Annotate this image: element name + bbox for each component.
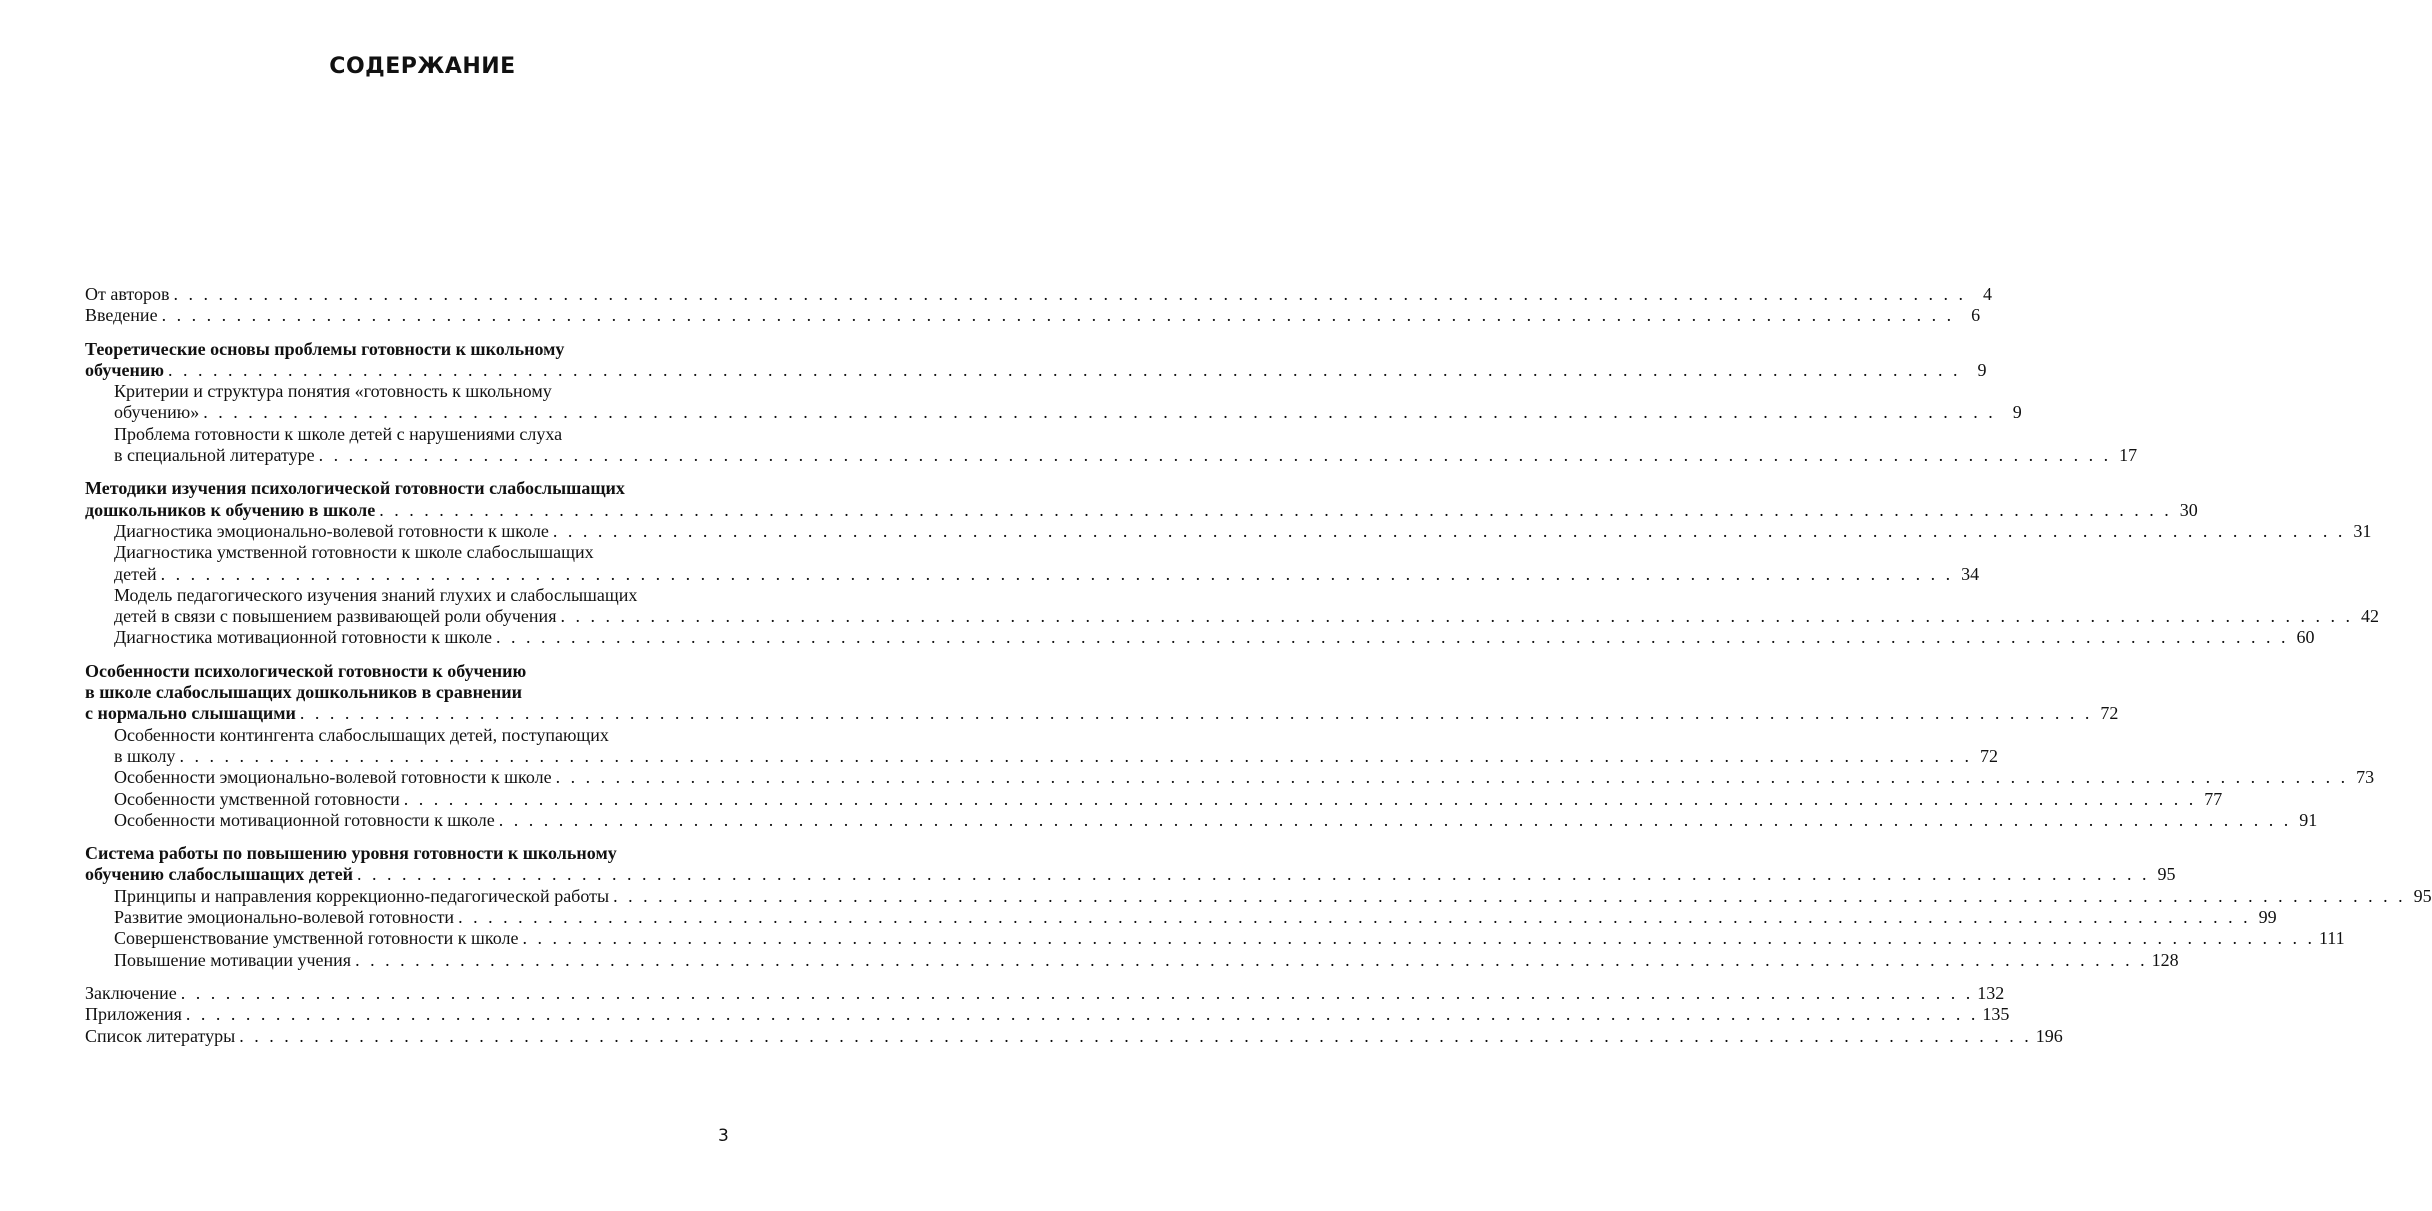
section-entry xyxy=(114,907,2277,928)
chapter-heading-text: дошкольников к обучению в школе xyxy=(85,499,376,520)
section-entry xyxy=(114,520,2372,542)
chapter-heading-page: 30 xyxy=(2179,499,2198,520)
section-entry-row xyxy=(114,606,2379,627)
dot-leader: . . . . . . . . . . . . . . . . . . . . . . . . . . . . . . . . . . . . . . . . . . . . . . . . . . . . . . . . . . . . . . . . . . . . . . . . . . . . . . . . . . . . . . . . . . . . . . . . . . . . . . . . . . . . . . . . . . . . . . . . xyxy=(180,982,1974,1003)
dot-leader: . . . . . . . . . . . . . . . . . . . . . . . . . . . . . . . . . . . . . . . . . . . . . . . . . . . . . . . . . . . . . . . . . . . . . . . . . . . . . . . . . . . . . . . . . . . . . . . . . . . . . . . . . . . . . . . . . . . . . . . . xyxy=(355,949,2148,970)
toc-end-group xyxy=(85,982,2063,1047)
section-entry xyxy=(114,627,2315,648)
chapter-heading-row xyxy=(85,499,2198,521)
section-entry xyxy=(114,584,2379,628)
dot-leader: . . . . . . . . . . . . . . . . . . . . . . . . . . . . . . . . . . . . . . . . . . . . . . . . . . . . . . . . . . . . . . . . . . . . . . . . . . . . . . . . . . . . . . . . . . . . . . . . . . . . . . . . . . . . . . . . . . . . . . . . xyxy=(160,563,1954,584)
section-entry-row xyxy=(114,402,2022,423)
section-entry-page: 111 xyxy=(2318,928,2345,949)
section-entry-line: Диагностика умственной готовности к школе слабослышащих xyxy=(114,542,594,563)
toc-chapter xyxy=(85,843,2432,971)
chapter-heading-row xyxy=(85,703,2119,724)
dot-leader: . . . . . . . . . . . . . . . . . . . . . . . . . . . . . . . . . . . . . . . . . . . . . . . . . . . . . . . . . . . . . . . . . . . . . . . . . . . . . . . . . . . . . . . . . . . . . . . . . . . . . . . . . . . . . . . . . . . . . . . . xyxy=(522,928,2315,949)
toc-entry xyxy=(85,1025,2063,1047)
chapter-heading xyxy=(85,843,2176,886)
toc-entry xyxy=(85,284,1993,305)
section-entry-text: Особенности умственной готовности xyxy=(114,788,400,809)
dot-leader: . . . . . . . . . . . . . . . . . . . . . . . . . . . . . . . . . . . . . . . . . . . . . . . . . . . . . . . . . . . . . . . . . . . . . . . . . . . . . . . . . . . . . . . . . . . . . . . . . . . . . . . . . . . . . . . . . . . . . . . . xyxy=(239,1025,2032,1046)
section-entry-text: детей xyxy=(114,563,157,584)
chapter-heading xyxy=(85,478,2198,521)
section-entry xyxy=(114,809,2318,831)
toc-entry-row xyxy=(85,982,2005,1004)
section-entry-page: 73 xyxy=(2356,767,2375,788)
section-entry xyxy=(114,885,2432,907)
section-entry xyxy=(114,423,2138,467)
page-number: 3 xyxy=(718,1126,729,1146)
dot-leader: . . . . . . . . . . . . . . . . . . . . . . . . . . . . . . . . . . . . . . . . . . . . . . . . . . . . . . . . . . . . . . . . . . . . . . . . . . . . . . . . . . . . . . . . . . . . . . . . . . . . . . . . . . . . . . . . . . . . . . . . xyxy=(552,520,2346,541)
section-entry-row xyxy=(114,745,1998,767)
toc-entry-row xyxy=(85,284,1993,305)
toc-entry-text: От авторов xyxy=(85,284,170,304)
dot-leader: . . . . . . . . . . . . . . . . . . . . . . . . . . . . . . . . . . . . . . . . . . . . . . . . . . . . . . . . . . . . . . . . . . . . . . . . . . . . . . . . . . . . . . . . . . . . . . . . . . . . . . . . . . . . . . . . . . . . . . . . xyxy=(458,907,2251,928)
section-entry-page: 99 xyxy=(2258,907,2277,928)
section-entry-row xyxy=(114,928,2345,949)
section-entry xyxy=(114,788,2223,810)
section-entry-row xyxy=(114,809,2318,831)
toc-entry xyxy=(85,982,2005,1004)
dot-leader: . . . . . . . . . . . . . . . . . . . . . . . . . . . . . . . . . . . . . . . . . . . . . . . . . . . . . . . . . . . . . . . . . . . . . . . . . . . . . . . . . . . . . . . . . . . . . . . . . . . . . . . . . . . . . . . . . . . . . . . . xyxy=(560,606,2353,627)
section-entry-page: 34 xyxy=(1961,563,1980,584)
table-of-contents xyxy=(85,284,2432,1059)
section-entry-row xyxy=(114,563,1980,585)
section-entry-text: Особенности мотивационной готовности к школе xyxy=(114,809,495,830)
toc-entry-row xyxy=(85,305,1981,326)
dot-leader: . . . . . . . . . . . . . . . . . . . . . . . . . . . . . . . . . . . . . . . . . . . . . . . . . . . . . . . . . . . . . . . . . . . . . . . . . . . . . . . . . . . . . . . . . . . . . . . . . . . . . . . . . . . . . . . . . . . . . . . . xyxy=(173,284,1967,304)
section-entry-text: Совершенствование умственной готовности к школе xyxy=(114,928,519,949)
chapter-heading-line: Теоретические основы проблемы готовности к школьному xyxy=(85,338,565,359)
toc-entry-text: Приложения xyxy=(85,1004,182,1025)
dot-leader: . . . . . . . . . . . . . . . . . . . . . . . . . . . . . . . . . . . . . . . . . . . . . . . . . . . . . . . . . . . . . . . . . . . . . . . . . . . . . . . . . . . . . . . . . . . . . . . . . . . . . . . . . . . . . . . . . . . . . . . . xyxy=(299,703,2093,724)
section-entry-page: 9 xyxy=(2012,402,2022,423)
dot-leader: . . . . . . . . . . . . . . . . . . . . . . . . . . . . . . . . . . . . . . . . . . . . . . . . . . . . . . . . . . . . . . . . . . . . . . . . . . . . . . . . . . . . . . . . . . . . . . . . . . . . . . . . . . . . . . . . . . . . . . . . xyxy=(318,445,2112,466)
section-entry-text: Диагностика мотивационной готовности к школе xyxy=(114,627,492,648)
section-entry-row xyxy=(114,788,2223,810)
dot-leader: . . . . . . . . . . . . . . . . . . . . . . . . . . . . . . . . . . . . . . . . . . . . . . . . . . . . . . . . . . . . . . . . . . . . . . . . . . . . . . . . . . . . . . . . . . . . . . . . . . . . . . . . . . . . . . . . . . . . . . . . xyxy=(555,767,2349,788)
section-entry xyxy=(114,949,2179,971)
toc-entry xyxy=(85,305,1981,326)
section-entry-text: Принципы и направления коррекционно-педагогической работы xyxy=(114,885,610,906)
chapter-heading-line: Методики изучения психологической готовности слабослышащих xyxy=(85,478,625,499)
section-entry-line: Особенности контингента слабослышащих детей, поступающих xyxy=(114,724,609,745)
toc-entry-text: Заключение xyxy=(85,982,177,1003)
chapter-heading-text: обучению слабослышащих детей xyxy=(85,864,354,885)
section-entry-page: 31 xyxy=(2353,520,2372,541)
toc-entry-text: Список литературы xyxy=(85,1025,236,1046)
toc-intro-group xyxy=(85,284,1993,327)
section-entry-page: 60 xyxy=(2296,627,2315,648)
section-entry-text: Диагностика эмоционально-волевой готовности к школе xyxy=(114,520,549,541)
section-entry-row xyxy=(114,520,2372,542)
chapter-heading-page: 9 xyxy=(1977,359,1987,380)
chapter-heading xyxy=(85,660,2119,725)
toc-entry-page: 6 xyxy=(1971,305,1981,326)
section-entry-text: в школу xyxy=(114,745,176,766)
chapter-heading-line: Особенности психологической готовности к обучению xyxy=(85,660,527,681)
section-entry-page: 91 xyxy=(2299,809,2318,830)
dot-leader: . . . . . . . . . . . . . . . . . . . . . . . . . . . . . . . . . . . . . . . . . . . . . . . . . . . . . . . . . . . . . . . . . . . . . . . . . . . . . . . . . . . . . . . . . . . . . . . . . . . . . . . . . . . . . . . . . . . . . . . . xyxy=(203,402,1996,423)
section-entry-page: 95 xyxy=(2413,885,2432,906)
chapter-heading-line: Система работы по повышению уровня готовности к школьному xyxy=(85,843,617,864)
dot-leader: . . . . . . . . . . . . . . . . . . . . . . . . . . . . . . . . . . . . . . . . . . . . . . . . . . . . . . . . . . . . . . . . . . . . . . . . . . . . . . . . . . . . . . . . . . . . . . . . . . . . . . . . . . . . . . . . . . . . . . . . xyxy=(379,499,2172,520)
section-entry-line: Модель педагогического изучения знаний глухих и слабослышащих xyxy=(114,584,638,605)
toc-chapter xyxy=(85,660,2375,831)
section-list xyxy=(114,724,2375,831)
section-entry-row xyxy=(114,627,2315,648)
chapter-heading-row xyxy=(85,864,2176,885)
section-list xyxy=(114,520,2379,649)
dot-leader: . . . . . . . . . . . . . . . . . . . . . . . . . . . . . . . . . . . . . . . . . . . . . . . . . . . . . . . . . . . . . . . . . . . . . . . . . . . . . . . . . . . . . . . . . . . . . . . . . . . . . . . . . . . . . . . . . . . . . . . . xyxy=(357,864,2150,885)
section-entry xyxy=(114,724,1998,768)
chapter-heading-line: в школе слабослышащих дошкольников в сравнении xyxy=(85,682,523,703)
dot-leader: . . . . . . . . . . . . . . . . . . . . . . . . . . . . . . . . . . . . . . . . . . . . . . . . . . . . . . . . . . . . . . . . . . . . . . . . . . . . . . . . . . . . . . . . . . . . . . . . . . . . . . . . . . . . . . . . . . . . . . . . xyxy=(167,359,1961,380)
page-title: СОДЕРЖАНИЕ xyxy=(329,54,516,79)
section-entry-page: 128 xyxy=(2151,949,2179,970)
chapter-heading-text: обучению xyxy=(85,359,164,380)
dot-leader: . . . . . . . . . . . . . . . . . . . . . . . . . . . . . . . . . . . . . . . . . . . . . . . . . . . . . . . . . . . . . . . . . . . . . . . . . . . . . . . . . . . . . . . . . . . . . . . . . . . . . . . . . . . . . . . . . . . . . . . . xyxy=(403,788,2197,809)
section-entry-line: Проблема готовности к школе детей с нарушениями слуха xyxy=(114,423,563,444)
section-entry-text: Особенности эмоционально-волевой готовности к школе xyxy=(114,767,552,788)
chapter-heading-page: 95 xyxy=(2157,864,2176,885)
section-entry-text: в специальной литературе xyxy=(114,445,315,466)
section-entry-text: обучению» xyxy=(114,402,200,423)
dot-leader: . . . . . . . . . . . . . . . . . . . . . . . . . . . . . . . . . . . . . . . . . . . . . . . . . . . . . . . . . . . . . . . . . . . . . . . . . . . . . . . . . . . . . . . . . . . . . . . . . . . . . . . . . . . . . . . . . . . . . . . . xyxy=(185,1004,1979,1025)
toc-chapter xyxy=(85,338,2138,467)
section-entry xyxy=(114,542,1980,585)
section-list xyxy=(114,885,2432,971)
toc-entry-row xyxy=(85,1004,2010,1025)
dot-leader: . . . . . . . . . . . . . . . . . . . . . . . . . . . . . . . . . . . . . . . . . . . . . . . . . . . . . . . . . . . . . . . . . . . . . . . . . . . . . . . . . . . . . . . . . . . . . . . . . . . . . . . . . . . . . . . . . . . . . . . . xyxy=(498,809,2292,830)
section-entry xyxy=(114,928,2345,949)
section-entry-page: 42 xyxy=(2360,606,2379,627)
toc-entry-page: 135 xyxy=(1982,1004,2010,1025)
dot-leader: . . . . . . . . . . . . . . . . . . . . . . . . . . . . . . . . . . . . . . . . . . . . . . . . . . . . . . . . . . . . . . . . . . . . . . . . . . . . . . . . . . . . . . . . . . . . . . . . . . . . . . . . . . . . . . . . . . . . . . . . xyxy=(179,745,1972,766)
section-entry-row xyxy=(114,885,2432,907)
section-entry-page: 17 xyxy=(2119,445,2138,466)
toc-chapter xyxy=(85,478,2379,648)
section-entry-page: 72 xyxy=(1979,745,1998,766)
section-entry-text: Повышение мотивации учения xyxy=(114,949,352,970)
section-entry xyxy=(114,381,2022,424)
toc-entry-page: 196 xyxy=(2035,1025,2063,1046)
section-entry xyxy=(114,767,2375,788)
chapter-heading xyxy=(85,338,1987,382)
section-entry-text: Развитие эмоционально-волевой готовности xyxy=(114,907,455,928)
section-entry-row xyxy=(114,949,2179,971)
section-entry-page: 77 xyxy=(2204,788,2223,809)
toc-entry-page: 4 xyxy=(1983,284,1993,304)
toc-entry-page: 132 xyxy=(1977,982,2005,1003)
section-list xyxy=(114,381,2138,466)
section-entry-row xyxy=(114,767,2375,788)
toc-entry-row xyxy=(85,1025,2063,1047)
toc-entry-text: Введение xyxy=(85,305,158,326)
chapter-heading-row xyxy=(85,359,1987,381)
section-entry-line: Критерии и структура понятия «готовность к школьному xyxy=(114,381,552,402)
dot-leader: . . . . . . . . . . . . . . . . . . . . . . . . . . . . . . . . . . . . . . . . . . . . . . . . . . . . . . . . . . . . . . . . . . . . . . . . . . . . . . . . . . . . . . . . . . . . . . . . . . . . . . . . . . . . . . . . . . . . . . . . xyxy=(161,305,1955,326)
dot-leader: . . . . . . . . . . . . . . . . . . . . . . . . . . . . . . . . . . . . . . . . . . . . . . . . . . . . . . . . . . . . . . . . . . . . . . . . . . . . . . . . . . . . . . . . . . . . . . . . . . . . . . . . . . . . . . . . . . . . . . . . xyxy=(495,627,2289,648)
section-entry-row xyxy=(114,907,2277,928)
toc-entry xyxy=(85,1004,2010,1025)
dot-leader: . . . . . . . . . . . . . . . . . . . . . . . . . . . . . . . . . . . . . . . . . . . . . . . . . . . . . . . . . . . . . . . . . . . . . . . . . . . . . . . . . . . . . . . . . . . . . . . . . . . . . . . . . . . . . . . . . . . . . . . . xyxy=(613,885,2406,906)
section-entry-text: детей в связи с повышением развивающей роли обучения xyxy=(114,606,557,627)
section-entry-row xyxy=(114,445,2138,466)
chapter-heading-text: с нормально слышащими xyxy=(85,703,296,724)
chapter-heading-page: 72 xyxy=(2100,703,2119,724)
